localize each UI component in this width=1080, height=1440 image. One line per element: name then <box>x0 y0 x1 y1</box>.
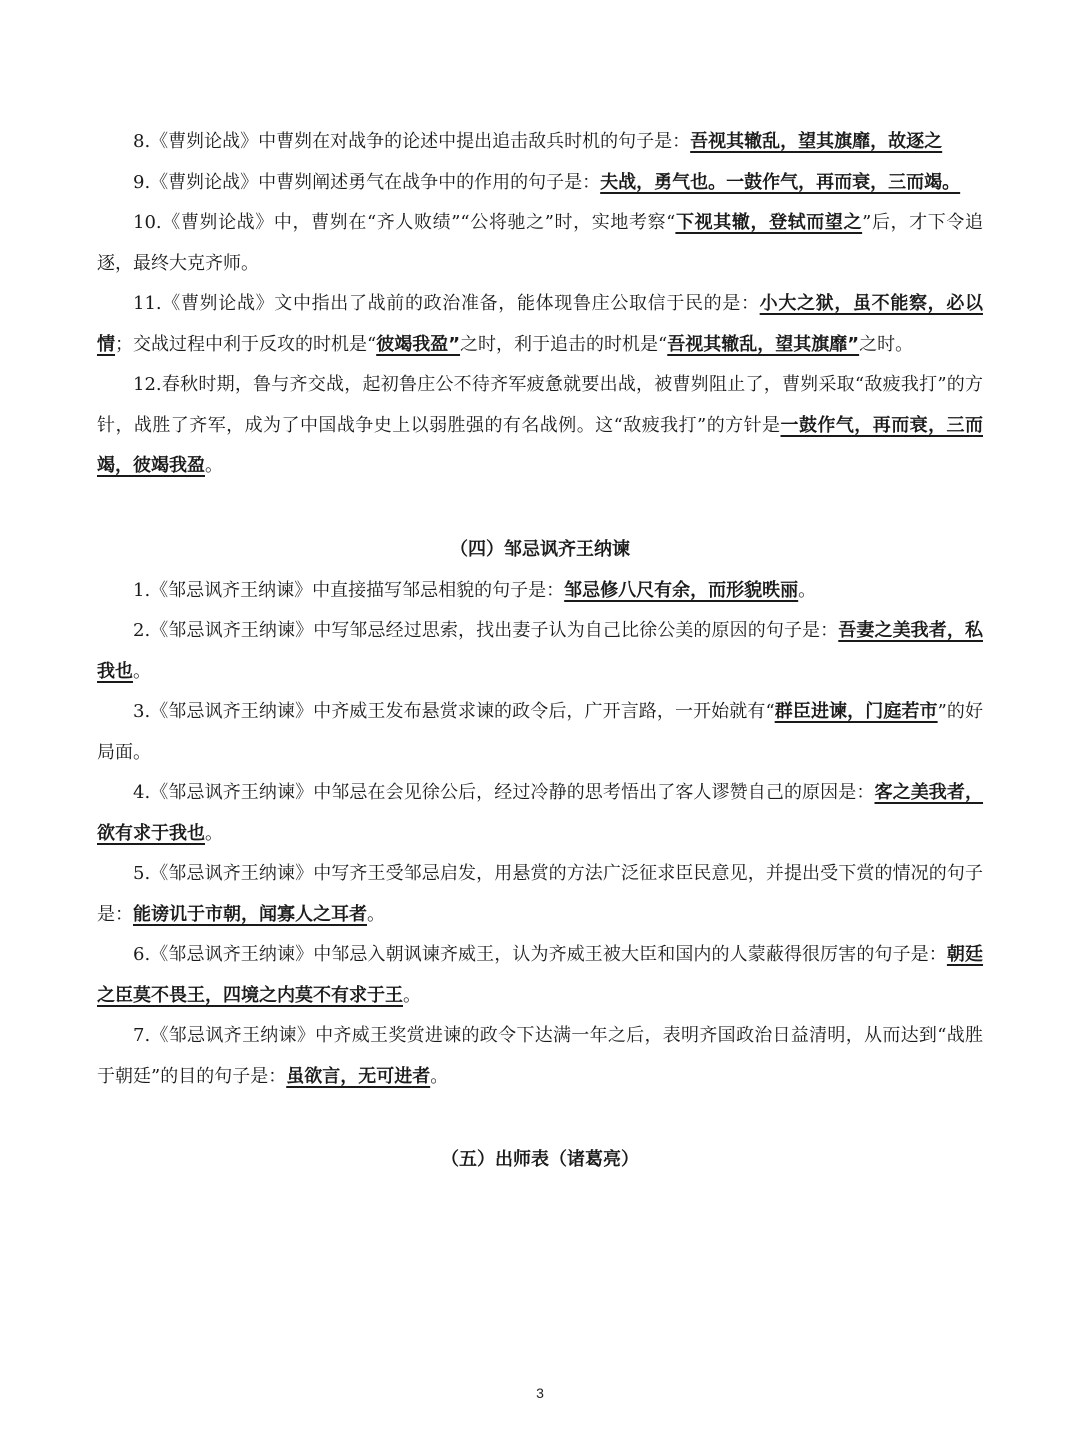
answer-text: 彼竭我盈” <box>376 333 461 355</box>
question-item-11: 11.《曹刿论战》文中指出了战前的政治准备，能体现鲁庄公取信于民的是：小大之狱，虽不能察，必以情；交战过程中利于反攻的时机是“彼竭我盈”之时，利于追击的时机是“吾视其辙乱，望其旗靡”之时。 <box>97 293 983 355</box>
question-item: 6.《邹忌讽齐王纳谏》中邹忌入朝讽谏齐威王，认为齐威王被大臣和国内的人蒙蔽得很厉害的句子是：朝廷之臣莫不畏王，四境之内莫不有求于王。 <box>97 944 984 1006</box>
section-heading-4: （四）邹忌讽齐王纳谏 <box>450 538 630 560</box>
page-number: 3 <box>536 1385 544 1401</box>
question-item: 2.《邹忌讽齐王纳谏》中写邹忌经过思索，找出妻子认为自己比徐公美的原因的句子是：吾妻之美我者，私我也。 <box>97 620 983 682</box>
answer-text: 下视其辙，登轼而望之 <box>675 212 863 233</box>
question-item: 5.《邹忌讽齐王纳谏》中写齐王受邹忌启发，用悬赏的方法广泛征求臣民意见，并提出受下赏的情况的句子是：能谤讥于市朝，闻寡人之耳者。 <box>97 863 983 925</box>
question-item-8: 8.《曹刿论战》中曹刿在对战争的论述中提出追击敌兵时机的句子是：吾视其辙乱，望其旗靡，故逐之 <box>133 131 943 152</box>
question-item: 4.《邹忌讽齐王纳谏》中邹忌在会见徐公后，经过冷静的思考悟出了客人谬赞自己的原因是：客之美我者，欲有求于我也。 <box>97 782 984 844</box>
question-item: 3.《邹忌讽齐王纳谏》中齐威王发布悬赏求谏的政令后，广开言路，一开始就有“群臣进谏，门庭若市”的好局面。 <box>97 701 984 763</box>
answer-text: 吾视其辙乱，望其旗靡” <box>667 333 860 355</box>
section-heading-5: （五）出师表（诸葛亮） <box>441 1149 639 1170</box>
answer-text: 客之美我者，欲有求于我也 <box>97 782 984 844</box>
answer-text: 群臣进谏，门庭若市 <box>774 701 938 722</box>
question-item-9: 9.《曹刿论战》中曹刿阐述勇气在战争中的作用的句子是：夫战，勇气也。一鼓作气，再而衰，三而竭。 <box>133 171 961 193</box>
answer-text: 小大之狱，虽不能察，必以情 <box>97 293 983 355</box>
answer-text: 朝廷之臣莫不畏王，四境之内莫不有求于王 <box>97 944 984 1006</box>
answer-text: 吾妻之美我者，私我也 <box>97 620 983 682</box>
page-content <box>97 122 983 1180</box>
answer-text: 夫战，勇气也。一鼓作气，再而衰，三而竭。 <box>600 171 961 193</box>
question-item: 1.《邹忌讽齐王纳谏》中直接描写邹忌相貌的句子是：邹忌修八尺有余，而形貌昳丽。 <box>133 579 817 601</box>
answer-text: 虽欲言，无可进者 <box>286 1065 431 1087</box>
answer-text: 吾视其辙乱，望其旗靡，故逐之 <box>690 131 943 152</box>
answer-text: 一鼓作气，再而衰，三而竭，彼竭我盈 <box>97 414 983 476</box>
answer-text: 能谤讥于市朝，闻寡人之耳者 <box>133 903 367 925</box>
question-item-12: 12.春秋时期，鲁与齐交战，起初鲁庄公不待齐军疲惫就要出战，被曹刿阻止了，曹刿采取“敌疲我打”的方针，战胜了齐军，成为了中国战争史上以弱胜强的有名战例。这“敌疲我打”的方针是一鼓作气，再而衰，三而竭，彼竭我盈。 <box>97 374 983 476</box>
question-item: 7.《邹忌讽齐王纳谏》中齐威王奖赏进谏的政令下达满一年之后，表明齐国政治日益清明，从而达到“战胜于朝廷”的目的句子是：虽欲言，无可进者。 <box>97 1025 983 1087</box>
answer-text: 邹忌修八尺有余，而形貌昳丽 <box>564 579 799 601</box>
question-item-10: 10.《曹刿论战》中，曹刿在“齐人败绩”“公将驰之”时，实地考察“下视其辙，登轼而望之”后，才下令追逐，最终大克齐师。 <box>97 212 983 274</box>
